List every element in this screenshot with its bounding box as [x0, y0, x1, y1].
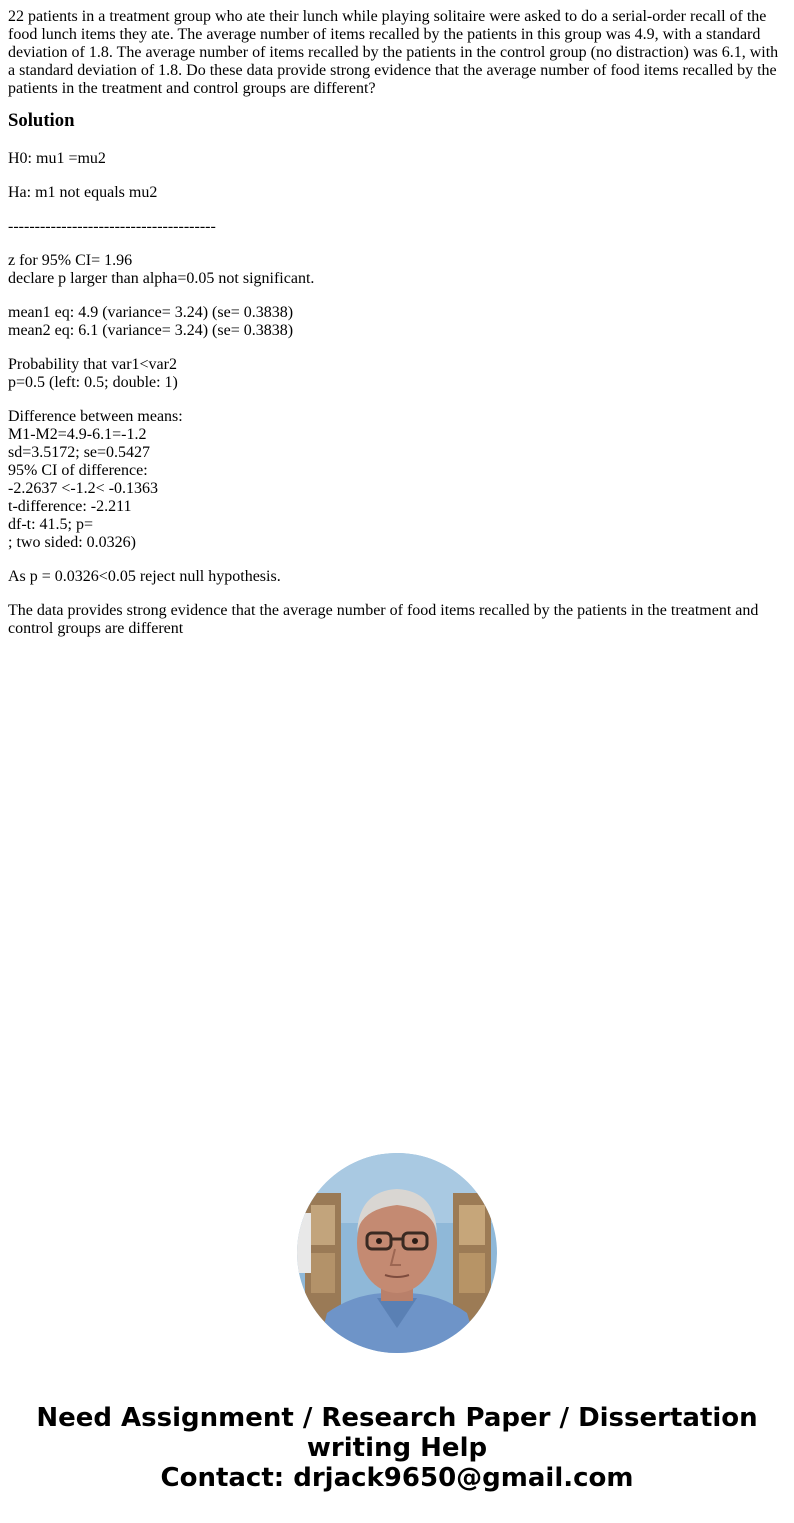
difference-line: ; two sided: 0.0326) — [8, 534, 136, 551]
mean2-line: mean2 eq: 6.1 (variance= 3.24) (se= 0.3838) — [8, 322, 294, 339]
footer-line-2: writing Help — [306, 1433, 488, 1463]
decision-line: As p = 0.0326<0.05 reject null hypothesis. — [8, 568, 281, 585]
difference-line: df-t: 41.5; p= — [8, 516, 94, 533]
question-text: 22 patients in a treatment group who ate their lunch while playing solitaire were asked to do a serial-order recall of the food lunch items they ate. The average number of items recalled by the patients in this group was 4.9, with a standard deviation of 1.8. The average number of items recalled by the patients in the control group (no distraction) was 6.1, with a standard deviation of 1.8. Do these data provide strong evidence that the average number of food items recalled by the patients in the treatment and control groups are different? — [8, 8, 779, 97]
footer-line-1: Need Assignment / Research Paper / Dissertation — [36, 1403, 758, 1433]
probability-block — [8, 356, 786, 392]
solution-heading: Solution — [8, 110, 75, 131]
footer-contact: Contact: drjack9650@gmail.com — [160, 1463, 634, 1493]
probability-value: p=0.5 (left: 0.5; double: 1) — [8, 374, 178, 391]
null-hypothesis: H0: mu1 =mu2 — [8, 150, 106, 167]
mean1-line: mean1 eq: 4.9 (variance= 3.24) (se= 0.3838) — [8, 304, 294, 321]
solution-body — [8, 150, 786, 638]
conclusion-line: The data provides strong evidence that the average number of food items recalled by the patients in the treatment and control groups are different — [8, 602, 759, 637]
alt-hypothesis: Ha: m1 not equals mu2 — [8, 184, 158, 201]
difference-line: -2.2637 <-1.2< -0.1363 — [8, 480, 159, 497]
difference-line: M1-M2=4.9-6.1=-1.2 — [8, 426, 147, 443]
probability-title: Probability that var1<var2 — [8, 356, 177, 373]
footer-banner — [0, 1403, 794, 1493]
divider-line: --------------------------------------- — [8, 218, 216, 235]
z-value: z for 95% CI= 1.96 — [8, 252, 133, 269]
difference-line: sd=3.5172; se=0.5427 — [8, 444, 151, 461]
significance-rule: declare p larger than alpha=0.05 not significant. — [8, 270, 315, 287]
author-avatar — [297, 1153, 497, 1353]
difference-line: t-difference: -2.211 — [8, 498, 132, 515]
avatar-portrait-image — [297, 1153, 497, 1353]
content — [0, 0, 794, 638]
difference-line: Difference between means: — [8, 408, 183, 425]
z-block — [8, 252, 786, 288]
difference-block — [8, 408, 786, 552]
means-block — [8, 304, 786, 340]
difference-line: 95% CI of difference: — [8, 462, 148, 479]
